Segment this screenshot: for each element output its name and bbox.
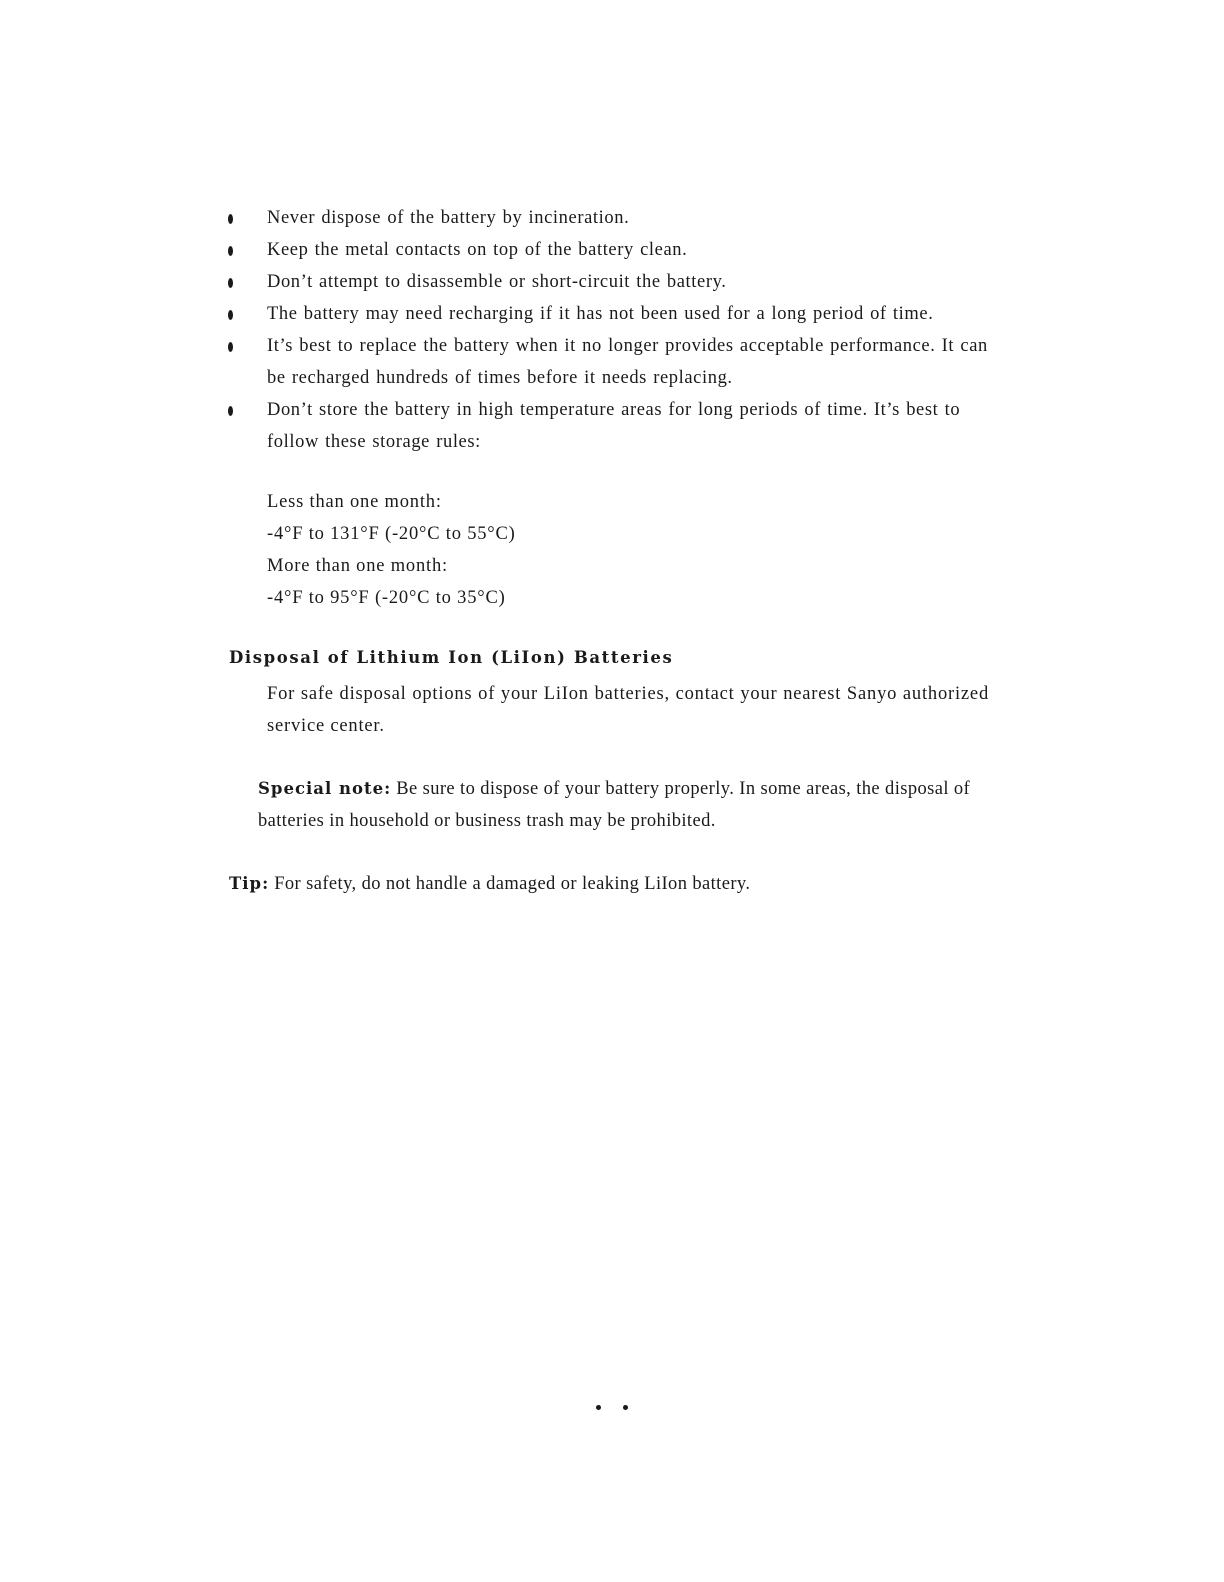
bullet-icon — [228, 342, 233, 352]
bullet-icon — [228, 406, 233, 416]
battery-care-list — [228, 202, 998, 458]
special-note-text: Be sure to dispose of your battery properly. In some areas, the disposal of batteries in household or business trash may be prohibited. — [258, 779, 971, 831]
bullet-icon — [228, 310, 233, 320]
list-item — [228, 202, 998, 234]
storage-short-range: -4°F to 131°F (-20°C to 55°C) — [267, 524, 516, 544]
list-item-text: Don’t store the battery in high temperature areas for long periods of time. It’s best to follow these storage rules: — [267, 400, 961, 452]
tip-text: For safety, do not handle a damaged or leaking LiIon battery. — [274, 874, 751, 894]
list-item-text: Never dispose of the battery by incineration. — [267, 208, 630, 228]
disposal-heading: Disposal of Lithium Ion (LiIon) Batteries — [229, 648, 674, 667]
bullet-icon — [228, 278, 233, 288]
page-marker — [596, 1397, 628, 1417]
storage-long-label: More than one month: — [267, 556, 448, 576]
list-item — [228, 298, 998, 330]
bullet-icon — [228, 214, 233, 224]
storage-short-label: Less than one month: — [267, 492, 442, 512]
page-marker-dot — [596, 1405, 601, 1410]
list-item — [228, 266, 998, 298]
special-note — [258, 773, 990, 837]
list-item — [228, 394, 998, 458]
list-item-text: It’s best to replace the battery when it no longer provides acceptable performance. It can be recharged hundreds of times before it needs replacing. — [267, 336, 988, 388]
special-note-label: Special note: — [258, 779, 392, 798]
list-item — [228, 330, 998, 394]
disposal-body: For safe disposal options of your LiIon batteries, contact your nearest Sanyo authorized service center. — [267, 684, 989, 736]
list-item-text: The battery may need recharging if it has not been used for a long period of time. — [267, 304, 934, 324]
storage-long-range: -4°F to 95°F (-20°C to 35°C) — [267, 588, 506, 608]
page-marker-dot — [623, 1405, 628, 1410]
bullet-icon — [228, 246, 233, 256]
list-item — [228, 234, 998, 266]
storage-rules — [267, 486, 516, 614]
list-item-text: Don’t attempt to disassemble or short-circuit the battery. — [267, 272, 727, 292]
tip-label: Tip: — [229, 874, 270, 893]
tip — [229, 868, 989, 900]
list-item-text: Keep the metal contacts on top of the battery clean. — [267, 240, 688, 260]
